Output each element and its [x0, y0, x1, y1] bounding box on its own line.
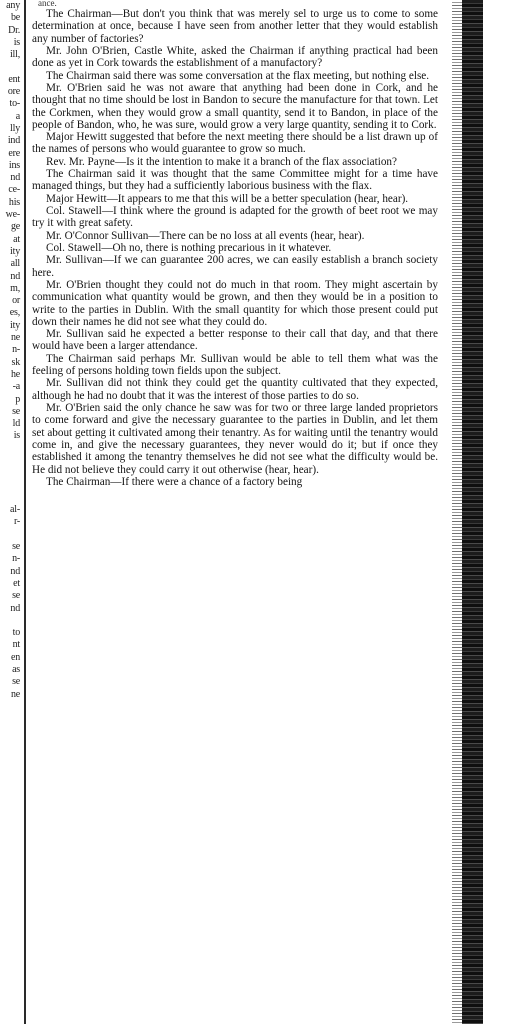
margin-fragment: ce- — [8, 184, 20, 196]
margin-fragment: all — [10, 258, 20, 270]
margin-fragment: or — [12, 295, 20, 307]
margin-fragment: et — [13, 577, 20, 589]
margin-fragment: a — [15, 110, 20, 122]
margin-fragment — [0, 443, 22, 455]
margin-fragment: se — [12, 541, 20, 553]
margin-fragment: his — [8, 196, 20, 208]
margin-fragment: en — [10, 651, 20, 663]
top-fragment: ance. — [38, 0, 57, 8]
margin-fragment: nd — [10, 270, 20, 282]
margin-fragment: ere — [8, 147, 20, 159]
scanned-page-edge — [452, 0, 507, 1024]
margin-fragment: ity — [10, 245, 20, 257]
paragraph: Mr. Sullivan—If we can guarantee 200 acres, we can easily establish a branch society here. — [32, 254, 438, 279]
margin-fragment: he — [10, 368, 20, 380]
margin-fragment: be — [10, 12, 20, 24]
margin-fragment: n- — [12, 344, 20, 356]
margin-fragment — [0, 61, 22, 73]
margin-fragment: as — [12, 664, 20, 676]
margin-fragment: Dr. — [8, 24, 20, 36]
margin-fragment — [0, 480, 22, 492]
margin-fragment — [0, 529, 22, 541]
margin-fragment: sk — [11, 356, 20, 368]
margin-fragment: at — [13, 233, 20, 245]
paragraph: The Chairman said perhaps Mr. Sullivan would be able to tell them what was the feeling of persons holding town fields upon the subject. — [32, 352, 438, 378]
paragraph: Mr. O'Brien said the only chance he saw was for two or three large landed proprietors to come forward and give the necessary guarantee to the parties in Dublin, and let them set about getting it cultivated among their tenantry. As for waiting until the tenantry would come in, and give the necessary guarantees, they never would do it; but if once they established it among the tenantry themselves he did not see what the difficulty would be. He did not believe they could carry it out otherwise (hear, hear). — [32, 402, 438, 476]
paragraph: The Chairman—But don't you think that was merely sel to urge us to come to some determination at once, because I have seen from another letter that they would establish any number of factories? — [32, 8, 438, 45]
paragraph: Mr. O'Brien thought they could not do much in that room. They might ascertain by communication what quantity would be grown, and then they would be in a position to write to the parties in Dublin. With the small quantity for which those present could put down their names he did not see what they could do. — [32, 278, 438, 328]
margin-fragment: se — [12, 405, 20, 417]
margin-fragment: ne — [10, 332, 20, 344]
paragraph: The Chairman said it was thought that the same Committee might for a time have managed things, but they had a sufficiently laborious business with the flax. — [32, 168, 438, 193]
margin-fragment: ill, — [9, 49, 20, 61]
article-column — [32, 0, 438, 1024]
margin-fragment — [0, 615, 22, 627]
margin-fragment: we- — [5, 209, 20, 221]
margin-fragment: is — [13, 430, 20, 442]
paragraph: The Chairman—If there were a chance of a factory being — [46, 475, 303, 488]
margin-fragment: nt — [12, 639, 20, 651]
margin-fragment: ld — [12, 418, 20, 430]
margin-fragment: ity — [10, 319, 20, 331]
margin-fragment: lly — [10, 122, 20, 134]
margin-fragment: ins — [8, 159, 20, 171]
margin-fragment: any — [6, 0, 20, 11]
adjacent-column-fragments — [0, 0, 22, 1024]
paragraph: Major Hewitt suggested that before the next meeting there should be a list drawn up of the names of persons who would guarantee to grow so much. — [32, 131, 438, 156]
margin-fragment: nd — [10, 565, 20, 577]
margin-fragment: n- — [12, 553, 20, 565]
margin-fragment: is — [13, 36, 20, 48]
paragraph: Mr. O'Connor Sullivan—There can be no loss at all events (hear, hear). — [46, 229, 365, 242]
margin-fragment: nd — [10, 602, 20, 614]
margin-fragment: es, — [9, 307, 20, 319]
margin-fragment: se — [12, 676, 20, 688]
margin-fragment: ent — [8, 73, 20, 85]
margin-fragment: nd — [10, 172, 20, 184]
margin-fragment: r- — [13, 516, 20, 528]
paragraph: The Chairman said there was some conversation at the flax meeting, but nothing else. — [46, 69, 430, 82]
margin-fragment: -a — [12, 381, 20, 393]
margin-fragment: m, — [10, 282, 20, 294]
paragraph: Col. Stawell—I think where the ground is adapted for the growth of beet root we may try it with great safety. — [32, 205, 438, 230]
paragraph: Mr. O'Brien said he was not aware that anything had been done in Cork, and he thought that no time should be lost in Bandon to secure the manufacture for that town. Let the Corkmen, when they would grow a small quantity, send it to Bandon, in place of the people of Bandon, who, he was sure, would grow a very large quantity, sending it to Cork. — [32, 81, 438, 131]
margin-fragment — [0, 455, 22, 467]
margin-fragment: se — [12, 590, 20, 602]
margin-fragment: ne — [10, 688, 20, 700]
margin-fragment: ore — [7, 86, 20, 98]
margin-fragment: to — [12, 627, 20, 639]
margin-fragment: al- — [10, 504, 20, 516]
paragraph: Mr. Sullivan did not think they could get the quantity cultivated that they expected, although he had no doubt that it was the interest of those parties to do so. — [32, 377, 438, 402]
margin-fragment: ind — [7, 135, 20, 147]
margin-fragment: to- — [9, 98, 20, 110]
paragraph: Mr. Sullivan said he expected a better response to their call that day, and that there would have been a larger attendance. — [32, 328, 438, 353]
column-rule — [24, 0, 26, 1024]
margin-fragment — [0, 467, 22, 479]
paragraph: Rev. Mr. Payne—Is it the intention to make it a branch of the flax association? — [46, 155, 397, 168]
margin-fragment — [0, 492, 22, 504]
margin-fragment: ge — [10, 221, 20, 233]
margin-fragment: p — [15, 393, 20, 405]
paragraph: Major Hewitt—It appears to me that this will be a better speculation (hear, hear). — [46, 192, 409, 205]
paragraph: Mr. John O'Brien, Castle White, asked the Chairman if anything practical had been done as yet in Cork towards the establishment of a manufactory? — [32, 44, 438, 70]
paragraph: Col. Stawell—Oh no, there is nothing precarious in it whatever. — [46, 241, 332, 254]
